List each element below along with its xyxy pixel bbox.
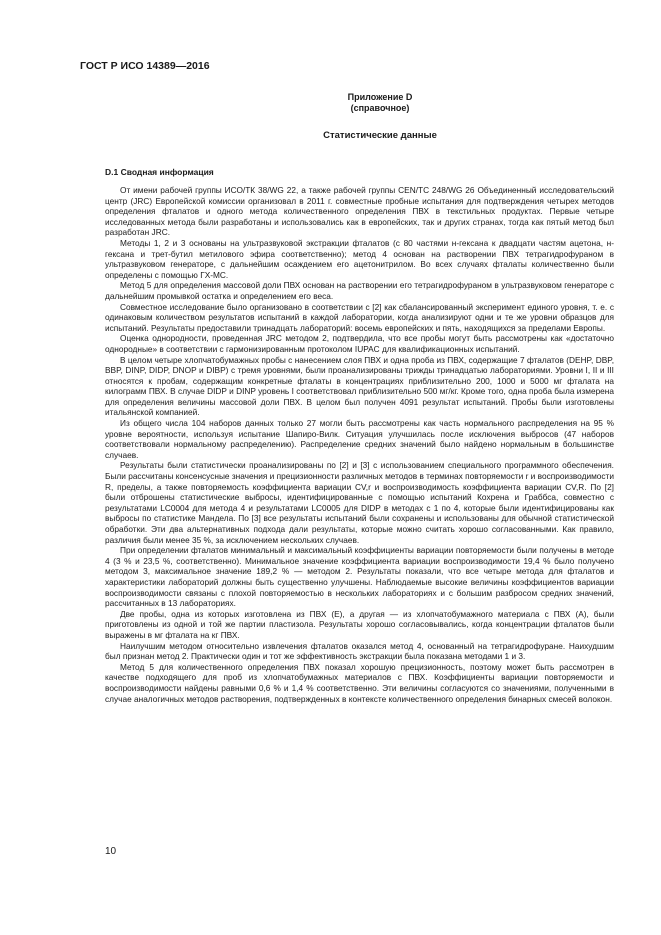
paragraph: Оценка однородности, проведенная JRC методом 2, подтвердила, что все пробы могут быть рассмотрены как «достаточно однородные» в соответствии с гармонизированным протоколом IUPAC для квалификационных испытаний. xyxy=(105,333,614,354)
paragraph: Метод 5 для определения массовой доли ПВХ основан на растворении его тетрагидрофураном в ультразвуковом генераторе с дальнейшим промывкой остатка и определением его веса. xyxy=(105,280,614,301)
appendix-heading xyxy=(280,92,480,114)
subsection-heading: D.1 Сводная информация xyxy=(105,167,214,177)
paragraph: При определении фталатов минимальный и максимальный коэффициенты вариации повторяемости были получены в методе 4 (3 % и 23,5 %, соответственно). Минимальное значение коэффициента вариации воспроизводимости 19,4 % было получено методом 3, максимальное значение 189,2 % — методом 2. Результаты показали, что все четыре метода для фталатов и характеристики лабораторий должны быть существенно улучшены. Наблюдаемые высокие величины коэффициентов вариации воспроизводимости связаны с плохой повторяемостью в нескольких лабораториях и с большим разбросом средних значений, рассчитанных в 13 лабораториях. xyxy=(105,545,614,609)
paragraph: Совместное исследование было организовано в соответствии с [2] как сбалансированный эксперимент единого уровня, т. е. с одинаковым количеством результатов испытаний в каждой лаборатории, когда анализируют одни и те же уровни образцов для испытаний. Результаты предоставили тринадцать лабораторий: восемь европейских и пять, находящихся за пределами Европы. xyxy=(105,301,614,333)
document-header: ГОСТ Р ИСО 14389—2016 xyxy=(80,60,210,72)
page-number: 10 xyxy=(105,846,117,857)
appendix-kind: (справочное) xyxy=(350,103,410,113)
paragraph: Наилучшим методом относительно извлечения фталатов оказался метод 4, основанный на тетрагидрофуране. Наихудшим был признан метод 2. Практически один и тот же эффективность экстракции была показана методами 1 и 3. xyxy=(105,640,614,662)
paragraph: Результаты были статистически проанализированы по [2] и [3] с использованием специального программного обеспечения. Были рассчитаны консенсусные значения и прецизионности различных методов в терминах повторяемости r и воспроизводимости R, пределы, а также повторяемость коэффициента вариации CV,r и воспроизводимость коэффициента вариации CV,R. По [2] были отброшены статистические выбросы, идентифицированные с помощью испытаний Кохрена и Граббса, совместно с результатами LC0004 для метода 4 и результатами LC0005 для DIDP в методах с 1 по 4, которые были идентифицированы как выбросы по статистике Мандела. По [3] все результаты испытаний были сохранены и использованы для обычной статистической обработки. Эти два альтернативных подхода дали результаты, которые можно считать хорошо согласованными. Как правило, различия были менее 35 %, за исключением нескольких случаев. xyxy=(105,460,614,545)
paragraph: Из общего числа 104 наборов данных только 27 могли быть рассмотрены как часть нормального распределения на 95 % уровне вероятности, используя испытание Шапиро-Вилк. Ситуация улучшилась после исключения выбросов (47 наборов соответствовали нормальному распределению). Распределение средних значений было найдено нормальным в большинстве случаев. xyxy=(105,418,614,460)
paragraph: От имени рабочей группы ИСО/ТК 38/WG 22, а также рабочей группы CEN/TC 248/WG 26 Объединенный исследовательский центр (JRC) Европейской комиссии организовал в 2011 г. совместные пробные испытания для подтверждения четырех методов определения фталатов и одного метода количественного определения ПВХ в текстильных продуктах. Первые четыре исследованных метода были разработаны и использовались как в европейских, так и других странах, тогда как пятый метод был разработан JRC. xyxy=(105,185,614,238)
paragraph: Две пробы, одна из которых изготовлена из ПВХ (E), а другая — из хлопчатобумажного материала с ПВХ (A), были приготовлены из одной и той же партии пластизола. Результаты хорошо согласовывались, когда концентрации фталатов были выражены в мг фталата на кг ПВХ. xyxy=(105,608,614,640)
section-title: Статистические данные xyxy=(323,130,437,141)
appendix-title: Приложение D xyxy=(347,92,413,102)
body-text xyxy=(105,185,614,704)
paragraph: В целом четыре хлопчатобумажных пробы с нанесением слоя ПВХ и одна проба из ПВХ, содержащие 7 фталатов (DEHP, DBP, BBP, DINP, DIDP, DNOP и DIBP) с тремя уровнями, были проанализированы трижды тринадцатью лабораториями. Уровни I, II и III относятся к пробам, содержащим конкретные фталаты в концентрациях приблизительно 200, 1000 и 5000 мг фталата на килограмм ПВХ. В случае DIDP и DINP уровень I соответствовал приблизительно 500 мг/кг. Кроме того, одна проба была измерена для определения величины массовой доли ПВХ. В целом был получен 4091 результат испытаний. Пробы были изготовлены итальянской компанией. xyxy=(105,354,614,418)
paragraph: Метод 5 для количественного определения ПВХ показал хорошую прецизионность, поэтому может быть рассмотрен в качестве подходящего для проб из хлопчатобумажных материалов с ПВХ. Коэффициенты вариации повторяемости и воспроизводимости найдены равными 0,6 % и 1,4 % соответственно. Эти величины согласуются со значениями, полученными в случае аналогичных методов растворения, подтвержденных в контексте количественного определения бинарных смесей волокон. xyxy=(105,661,614,704)
paragraph: Методы 1, 2 и 3 основаны на ультразвуковой экстракции фталатов (с 80 частями н-гексана к двадцати частям ацетона, н-гексана и трет-бутил метилового эфира соответственно); метод 4 основан на растворении ПВХ тетрагидрофураном в ультразвуковом генераторе, с дальнейшим осаждением его ацетонитрилом. Во всех случаях фталаты количественно были определены с помощью ГХ-МС. xyxy=(105,237,614,280)
